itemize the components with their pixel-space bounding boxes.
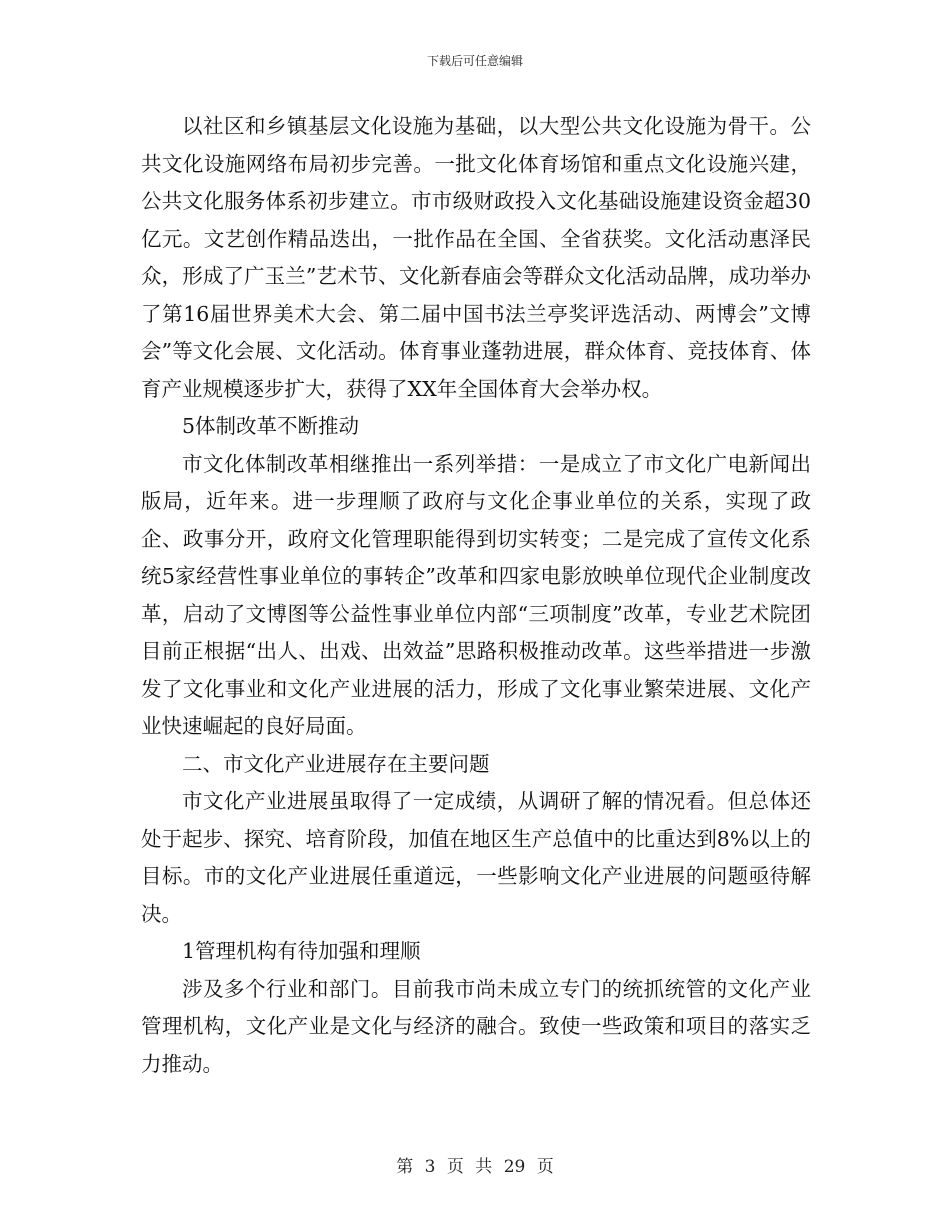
paragraph-management-agency: 涉及多个行业和部门。目前我市尚未成立专门的统抓统管的文化产业管理机构，文化产业是文化与经济的融合。致使一些政策和项目的落实乏力推动。 (141, 976, 811, 1076)
page-header: 下载后可任意编辑 (426, 54, 523, 68)
heading-main-problems: 二、市文化产业进展存在主要问题 (182, 751, 490, 776)
heading-management-agency: 1管理机构有待加强和理顺 (182, 939, 421, 963)
page-number-footer: 第 3 页 共 29 页 (396, 1157, 554, 1177)
paragraph-cultural-facilities: 以社区和乡镇基层文化设施为基础，以大型公共文化设施为骨干。公共文化设施网络布局初步完善。一批文化体育场馆和重点文化设施兴建，公共文化服务体系初步建立。市市级财政投入文化基础设施建设资金超30亿元。文艺创作精品迭出，一批作品在全国、全省获奖。文化活动惠泽民众，形成了广玉兰”艺术节、文化新春庙会等群众文化活动品牌，成功举办了第16届世界美术大会、第二届中国书法兰亭奖评选活动、两博会”文博会”等文化会展、文化活动。体育事业蓬勃进展，群众体育、竞技体育、体育产业规模逐步扩大，获得了XX年全国体育大会举办权。 (141, 114, 811, 401)
paragraph-system-reform: 市文化体制改革相继推出一系列举措：一是成立了市文化广电新闻出版局，近年来。进一步理顺了政府与文化企事业单位的关系，实现了政企、政事分开，政府文化管理职能得到切实转变；二是完成了宣传文化系统5家经营性事业单位的事转企”改革和四家电影放映单位现代企业制度改革，启动了文博图等公益性事业单位内部“三项制度”改革，专业艺术院团目前正根据“出人、出戏、出效益”思路积极推动改革。这些举措进一步激发了文化事业和文化产业进展的活力，形成了文化事业繁荣进展、文化产业快速崛起的良好局面。 (141, 451, 811, 738)
document-body (141, 108, 811, 1083)
heading-system-reform: 5体制改革不断推动 (182, 414, 360, 438)
paragraph-main-problems: 市文化产业进展虽取得了一定成绩，从调研了解的情况看。但总体还处于起步、探究、培育阶段，加值在地区生产总值中的比重达到8%以上的目标。市的文化产业进展任重道远，一些影响文化产业进展的问题亟待解决。 (141, 789, 811, 926)
